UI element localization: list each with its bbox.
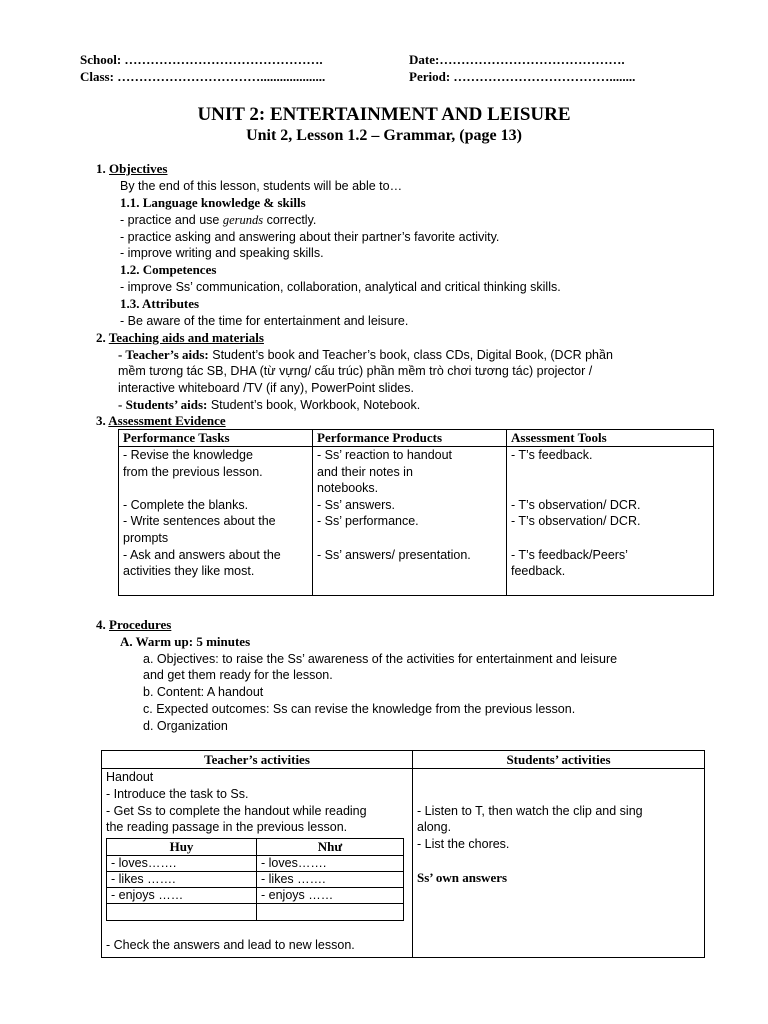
- students-activities-cell: - Listen to T, then watch the clip and sing along. - List the chores. Ss’ own answers: [413, 769, 705, 958]
- objectives-title: Objectives: [109, 161, 168, 176]
- procedures-heading: 4. Procedures: [96, 617, 172, 632]
- assessment-heading: 3. Assessment Evidence: [96, 413, 226, 428]
- lk-item-2: - practice asking and answering about their partner’s favorite activity.: [120, 230, 500, 244]
- unit-title: UNIT 2: ENTERTAINMENT AND LEISURE: [197, 104, 571, 125]
- aids-heading: 2. Teaching aids and materials: [96, 330, 264, 345]
- teacher-aids: - Teacher’s aids: Student’s book and Teacher’s book, class CDs, Digital Book, (DCR phần: [118, 347, 613, 362]
- products-cell: - Ss’ reaction to handout and their notes in notebooks. - Ss’ answers. - Ss’ performance. - Ss’ answers/ presentation.: [313, 447, 507, 596]
- tools-cell: - T’s feedback. - T’s observation/ DCR. - T’s observation/ DCR. - T’s feedback/Peers’ feedback.: [507, 447, 714, 596]
- tasks-cell: - Revise the knowledge from the previous lesson. - Complete the blanks. - Write sentences about the prompts - Ask and answers about the activities they like most.: [119, 447, 313, 596]
- language-knowledge-heading: 1.1. Language knowledge & skills: [120, 195, 306, 210]
- students-own-answers: Ss’ own answers: [417, 869, 508, 885]
- handout-table: [106, 838, 404, 921]
- students-aids: - Students’ aids: Student’s book, Workbook, Notebook.: [118, 397, 421, 412]
- class-field: Class: ……………………………....................: [80, 69, 326, 84]
- teacher-check-answers: - Check the answers and lead to new lesson.: [106, 938, 355, 953]
- warmup-organization: d. Organization: [143, 719, 228, 733]
- teacher-aids-line-3: interactive whiteboard /TV (if any), PowerPoint slides.: [118, 381, 414, 395]
- attribute-item: - Be aware of the time for entertainment and leisure.: [120, 314, 409, 328]
- table-row: - enjoys …… - enjoys ……: [107, 888, 404, 904]
- assessment-table: [118, 429, 714, 596]
- col-huy: Huy: [107, 839, 257, 856]
- table-row: [107, 904, 404, 921]
- competences-heading: 1.2. Competences: [120, 262, 217, 277]
- attributes-heading: 1.3. Attributes: [120, 296, 200, 311]
- teacher-aids-line-2: mềm tương tác SB, DHA (từ vựng/ cấu trúc) phần mềm trò chơi tương tác) projector /: [118, 364, 593, 378]
- competence-item: - improve Ss’ communication, collaboration, analytical and critical thinking skills.: [120, 280, 561, 294]
- warmup-objectives-line-2: and get them ready for the lesson.: [143, 668, 333, 682]
- col-performance-products: Performance Products: [313, 430, 507, 447]
- objectives-num: 1.: [96, 161, 106, 176]
- objectives-heading: [96, 161, 167, 177]
- date-field: Date:…………………………………….: [409, 52, 625, 67]
- col-performance-tasks: Performance Tasks: [119, 430, 313, 447]
- objectives-intro: By the end of this lesson, students will be able to…: [120, 179, 403, 193]
- teacher-activities-cell: Handout - Introduce the task to Ss. - Get Ss to complete the handout while reading the reading passage in the previous lesson. Huy Như - loves……. - loves……. - likes ……. - likes ……. - enjoys …… - enjoys …… - Check the answers and lead to new lesson.: [102, 769, 413, 958]
- warmup-heading: A. Warm up: 5 minutes: [120, 634, 251, 649]
- lesson-title: Unit 2, Lesson 1.2 – Grammar, (page 13): [246, 127, 522, 144]
- col-nhu: Như: [257, 839, 404, 856]
- col-assessment-tools: Assessment Tools: [507, 430, 714, 447]
- col-teacher-activities: Teacher’s activities: [102, 751, 413, 769]
- lk-item-3: - improve writing and speaking skills.: [120, 246, 324, 260]
- col-students-activities: Students’ activities: [413, 751, 705, 769]
- warmup-content: b. Content: A handout: [143, 685, 264, 699]
- period-field: Period: ………………………………........: [409, 69, 636, 84]
- lk-item-1: - practice and use gerunds correctly.: [120, 213, 317, 227]
- table-row: - loves……. - loves…….: [107, 856, 404, 872]
- warmup-objectives: a. Objectives: to raise the Ss’ awareness of the activities for entertainment and leisure: [143, 652, 618, 666]
- school-field: School: ……………………………………….: [80, 52, 323, 67]
- activities-table: [101, 750, 705, 958]
- table-row: - likes ……. - likes …….: [107, 872, 404, 888]
- warmup-outcomes: c. Expected outcomes: Ss can revise the knowledge from the previous lesson.: [143, 702, 576, 716]
